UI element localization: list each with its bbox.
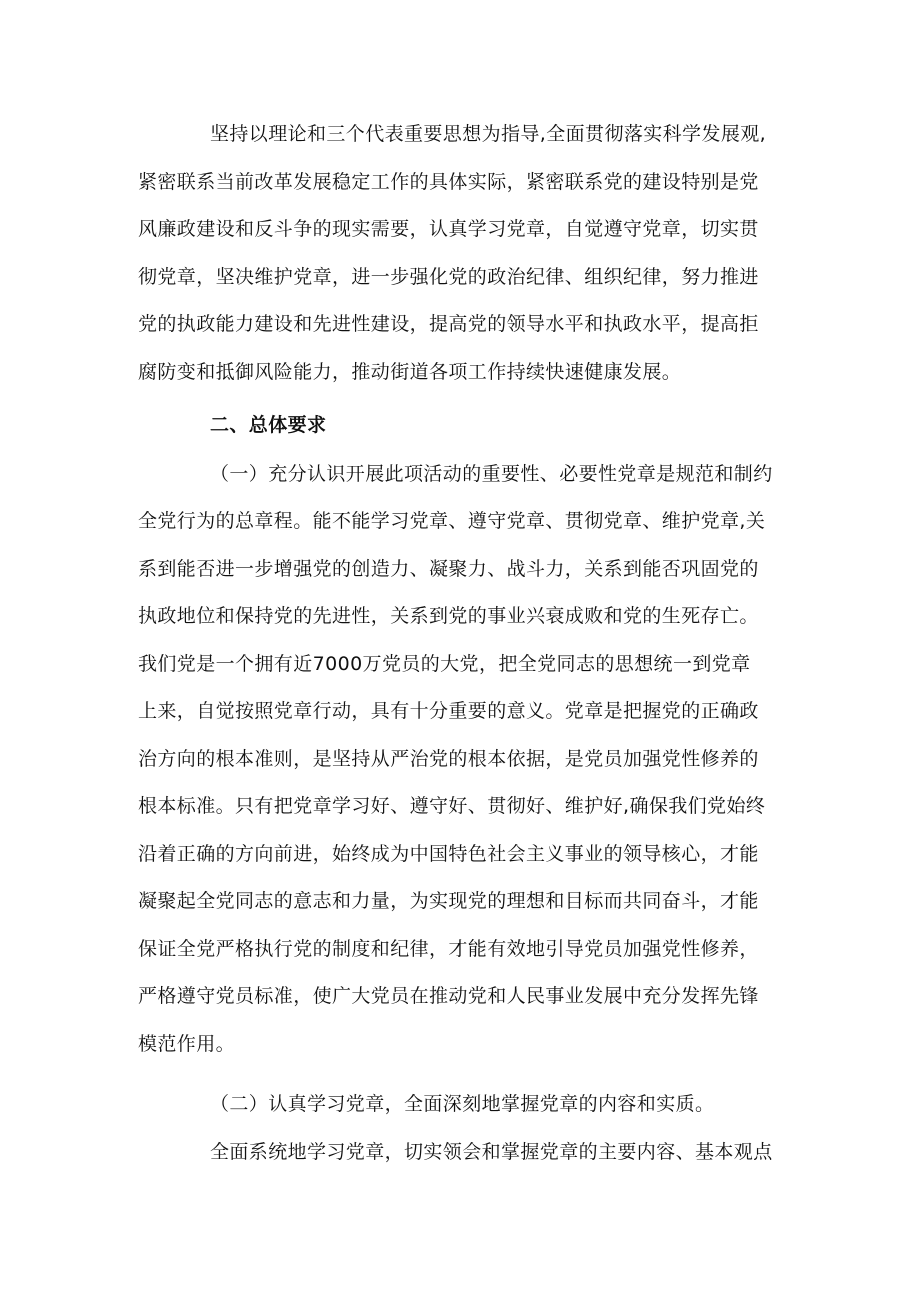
paragraph-2-line-4: 执政地位和保持党的先进性，关系到党的事业兴衰成败和党的生死存亡。	[138, 605, 759, 627]
paragraph-1-line-4: 彻党章，坚决维护党章，进一步强化党的政治纪律、组织纪律，努力推进	[138, 266, 759, 288]
paragraph-1-line-5: 党的执政能力建设和先进性建设，提高党的领导水平和执政水平，提高拒	[138, 313, 759, 335]
paragraph-1-line-6: 腐防变和抵御风险能力，推动街道各项工作持续快速健康发展。	[138, 361, 682, 383]
paragraph-2-line-6: 上来，自觉按照党章行动，具有十分重要的意义。党章是把握党的正确政	[138, 700, 759, 722]
paragraph-1-line-1: 坚持以理论和三个代表重要思想为指导,全面贯彻落实科学发展观,	[210, 123, 767, 145]
paragraph-2-line-10: 凝聚起全党同志的意志和力量，为实现党的理想和目标而共同奋斗，才能	[138, 890, 759, 912]
paragraph-2-line-3: 系到能否进一步增强党的创造力、凝聚力、战斗力，关系到能否巩固党的	[138, 558, 759, 580]
paragraph-1-line-3: 风廉政建设和反斗争的现实需要，认真学习党章，自觉遵守党章，切实贯	[138, 218, 759, 240]
paragraph-2-line-12: 严格遵守党员标准，使广大党员在推动党和人民事业发展中充分发挥先锋	[138, 985, 759, 1007]
paragraph-2-line-7: 治方向的根本准则，是坚持从严治党的根本依据，是党员加强党性修养的	[138, 748, 759, 770]
paragraph-3-line-1: （二）认真学习党章，全面深刻地掌握党章的内容和实质。	[210, 1093, 715, 1115]
paragraph-2-line-9: 沿着正确的方向前进，始终成为中国特色社会主义事业的领导核心，才能	[138, 843, 759, 865]
paragraph-2-line-8: 根本标准。只有把党章学习好、遵守好、贯彻好、维护好,确保我们党始终	[138, 795, 766, 817]
paragraph-2-line-2: 全党行为的总章程。能不能学习党章、遵守党章、贯彻党章、维护党章,关	[138, 510, 766, 532]
paragraph-1-line-2: 紧密联系当前改革发展稳定工作的具体实际，紧密联系党的建设特别是党	[138, 171, 759, 193]
paragraph-2-line-5: 我们党是一个拥有近7000万党员的大党，把全党同志的思想统一到党章	[138, 653, 751, 675]
paragraph-2-line-13: 模范作用。	[138, 1033, 236, 1055]
paragraph-2-line-11: 保证全党严格执行党的制度和纪律，才能有效地引导党员加强党性修养，	[138, 938, 759, 960]
section-heading: 二、总体要求	[210, 414, 327, 436]
paragraph-4-line-1: 全面系统地学习党章，切实领会和掌握党章的主要内容、基本观点	[210, 1141, 773, 1163]
paragraph-2-line-1: （一）充分认识开展此项活动的重要性、必要性党章是规范和制约	[210, 463, 773, 485]
